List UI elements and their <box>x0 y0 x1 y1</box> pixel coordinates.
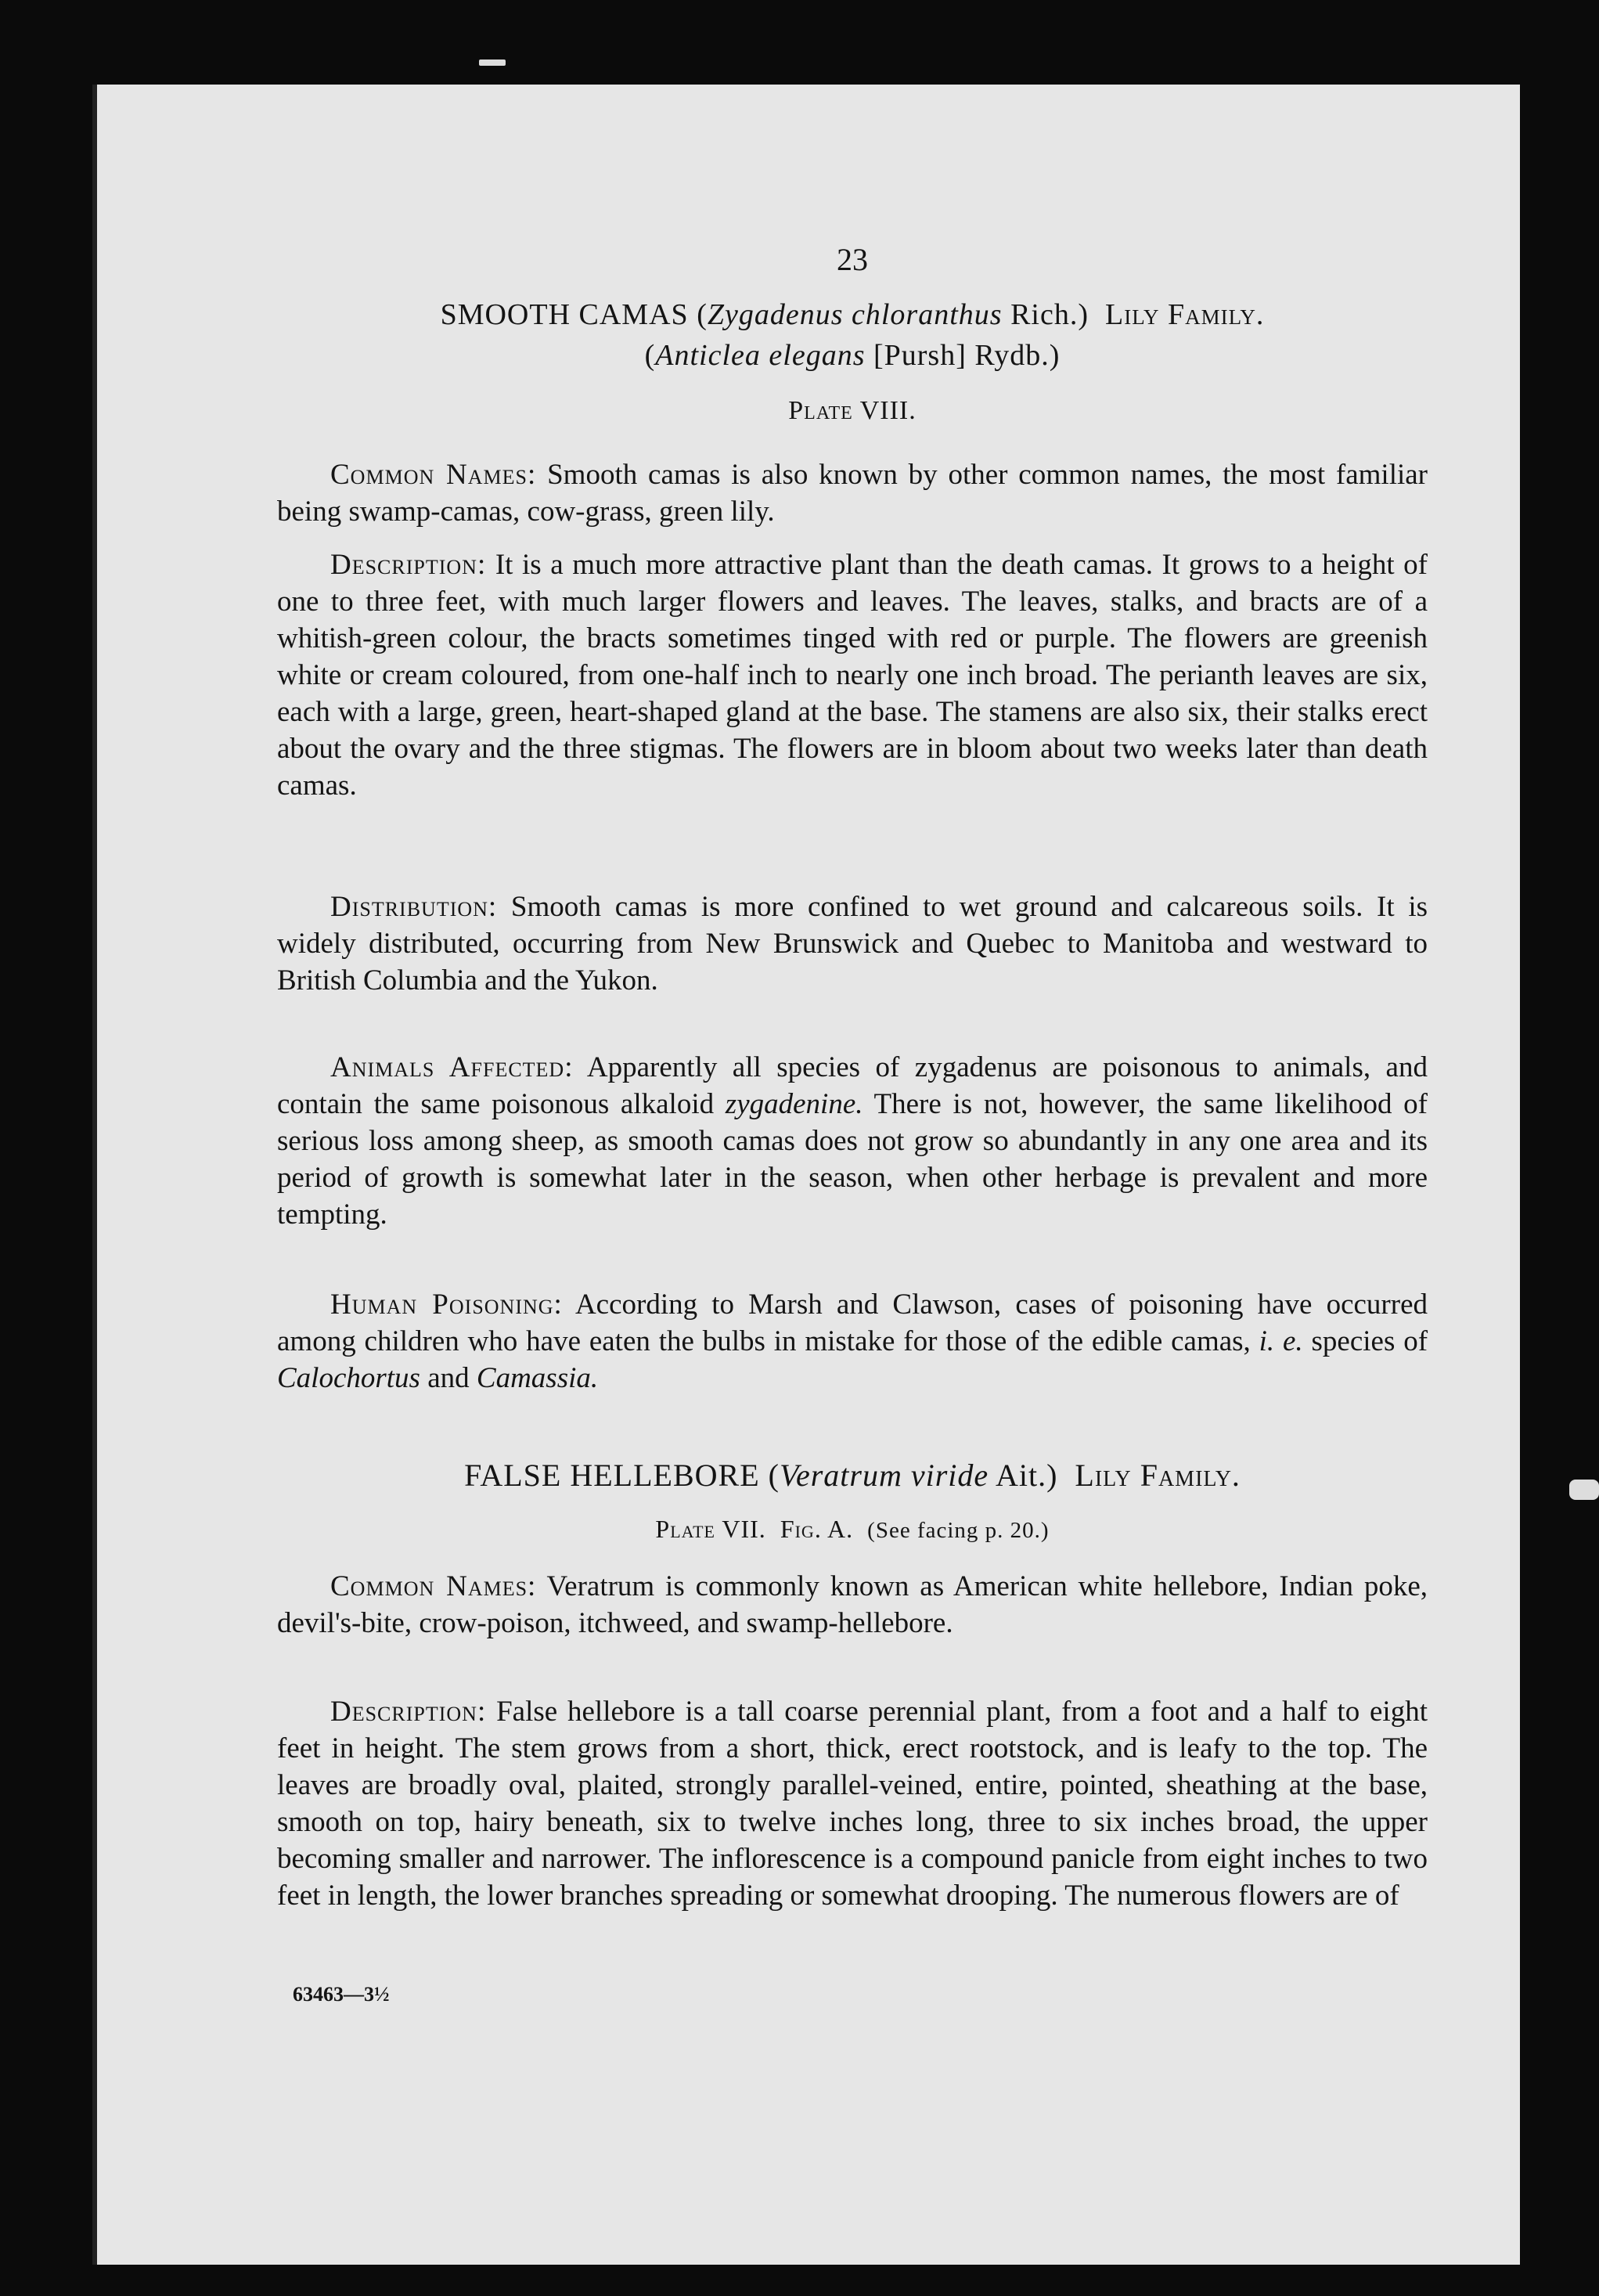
description-heading: Description: <box>330 549 487 581</box>
document-page <box>92 85 1520 2265</box>
description-heading-2: Description: <box>330 1696 487 1728</box>
animals-heading: Animals Affected: <box>330 1051 574 1083</box>
scan-artifact-top <box>479 59 506 66</box>
section2-family: Lily Family. <box>1075 1458 1241 1493</box>
human-text-2: species of <box>1311 1325 1428 1357</box>
section1-family: Lily Family. <box>1105 298 1265 331</box>
section1-animals-affected <box>277 1049 1428 1233</box>
section1-title: SMOOTH CAMAS (Zygadenus chloranthus Rich.) Lily Family. <box>440 298 1265 331</box>
section1-title-main: SMOOTH CAMAS <box>440 298 689 331</box>
section1-title-author: Rich. <box>1010 298 1079 331</box>
human-ie: i. e. <box>1259 1325 1303 1357</box>
distribution-text: Smooth camas is more confined to wet ground and calcareous soils. It is widely distributed, occurring from New Brunswick and Quebec to Manitoba and westward to British Columbia and the Yukon. <box>277 891 1428 997</box>
section1-distribution <box>277 888 1428 999</box>
section2-see: (See facing p. 20.) <box>867 1518 1050 1543</box>
section1-synonym: (Anticlea elegans [Pursh] Rydb.) <box>644 339 1061 372</box>
section2-common-names <box>277 1568 1428 1642</box>
human-text-1: According to Marsh and Clawson, cases of poisoning have occurred among children who have eaten the bulbs in mistake for those of the edible camas, <box>277 1289 1428 1357</box>
section2-title-author: Ait. <box>995 1458 1047 1493</box>
section2-title-main: FALSE HELLEBORE <box>464 1458 760 1493</box>
common-names-text-2: Veratrum is commonly known as American white hellebore, Indian poke, devil's-bite, crow-poison, itchweed, and swamp-hellebore. <box>277 1570 1428 1639</box>
section2-fig: Fig. A. <box>780 1515 854 1543</box>
section2-plate-line <box>277 1515 1428 1544</box>
section2-title: FALSE HELLEBORE (Veratrum viride Ait.) Lily Family. <box>464 1458 1241 1493</box>
common-names-text: Smooth camas is also known by other common names, the most familiar being swamp-camas, cow-grass, green lily. <box>277 459 1428 528</box>
page-number: 23 <box>837 242 868 277</box>
human-genus-1: Calochortus <box>277 1362 420 1394</box>
scan-artifact-right <box>1569 1480 1599 1500</box>
common-names-heading-2: Common Names: <box>330 1570 537 1602</box>
section1-human-poisoning <box>277 1286 1428 1397</box>
common-names-heading: Common Names: <box>330 459 537 491</box>
section1-synonym-author: [Pursh] Rydb. <box>873 339 1050 372</box>
footer-code: 63463—3½ <box>293 1983 390 2006</box>
section1-synonym-latin: Anticlea elegans <box>655 339 866 372</box>
section1-plate: Plate VIII. <box>788 396 917 425</box>
section1-description <box>277 546 1428 804</box>
human-genus-2: Camassia. <box>476 1362 599 1394</box>
description-text: It is a much more attractive plant than the death camas. It grows to a height of one to three feet, with much larger flowers and leaves. The leaves, stalks, and bracts are of a whitish-green colour, the bracts sometimes tinged with red or purple. The flowers are greenish white or cream coloured, from one-half inch to nearly one inch broad. The perianth leaves are six, each with a large, green, heart-shaped gland at the base. The stamens are also six, their stalks erect about the ovary and the three stigmas. The flowers are in bloom about two weeks later than death camas. <box>277 549 1428 802</box>
human-and: and <box>427 1362 470 1394</box>
human-heading: Human Poisoning: <box>330 1289 563 1321</box>
section2-description <box>277 1693 1428 1914</box>
description-text-2: False hellebore is a tall coarse perennial plant, from a foot and a half to eight feet in height. The stem grows from a short, thick, erect rootstock, and is leafy to the top. The leaves are broadly oval, plaited, strongly parallel-veined, entire, pointed, sheathing at the base, smooth on top, hairy beneath, six to twelve inches long, three to six inches broad, the upper becoming smaller and narrower. The inflorescence is a compound panicle from eight inches to two feet in length, the lower branches spreading or somewhat drooping. The numerous flowers are of <box>277 1696 1428 1912</box>
section1-common-names <box>277 456 1428 530</box>
animals-text-2: There is not, however, the same likelihood of serious loss among sheep, as smooth camas does not grow so abundantly in any one area and its period of growth is somewhat later in the season, when other herbage is prevalent and more tempting. <box>277 1088 1428 1231</box>
section2-plate: Plate VII. <box>655 1515 766 1543</box>
distribution-heading: Distribution: <box>330 891 498 923</box>
animals-text-1: Apparently all species of zygadenus are poisonous to animals, and contain the same poisonous alkaloid <box>277 1051 1428 1120</box>
section2-title-latin: Veratrum viride <box>779 1458 989 1493</box>
section1-title-latin: Zygadenus chloranthus <box>707 298 1003 331</box>
animals-alkaloid: zygadenine. <box>725 1088 863 1120</box>
